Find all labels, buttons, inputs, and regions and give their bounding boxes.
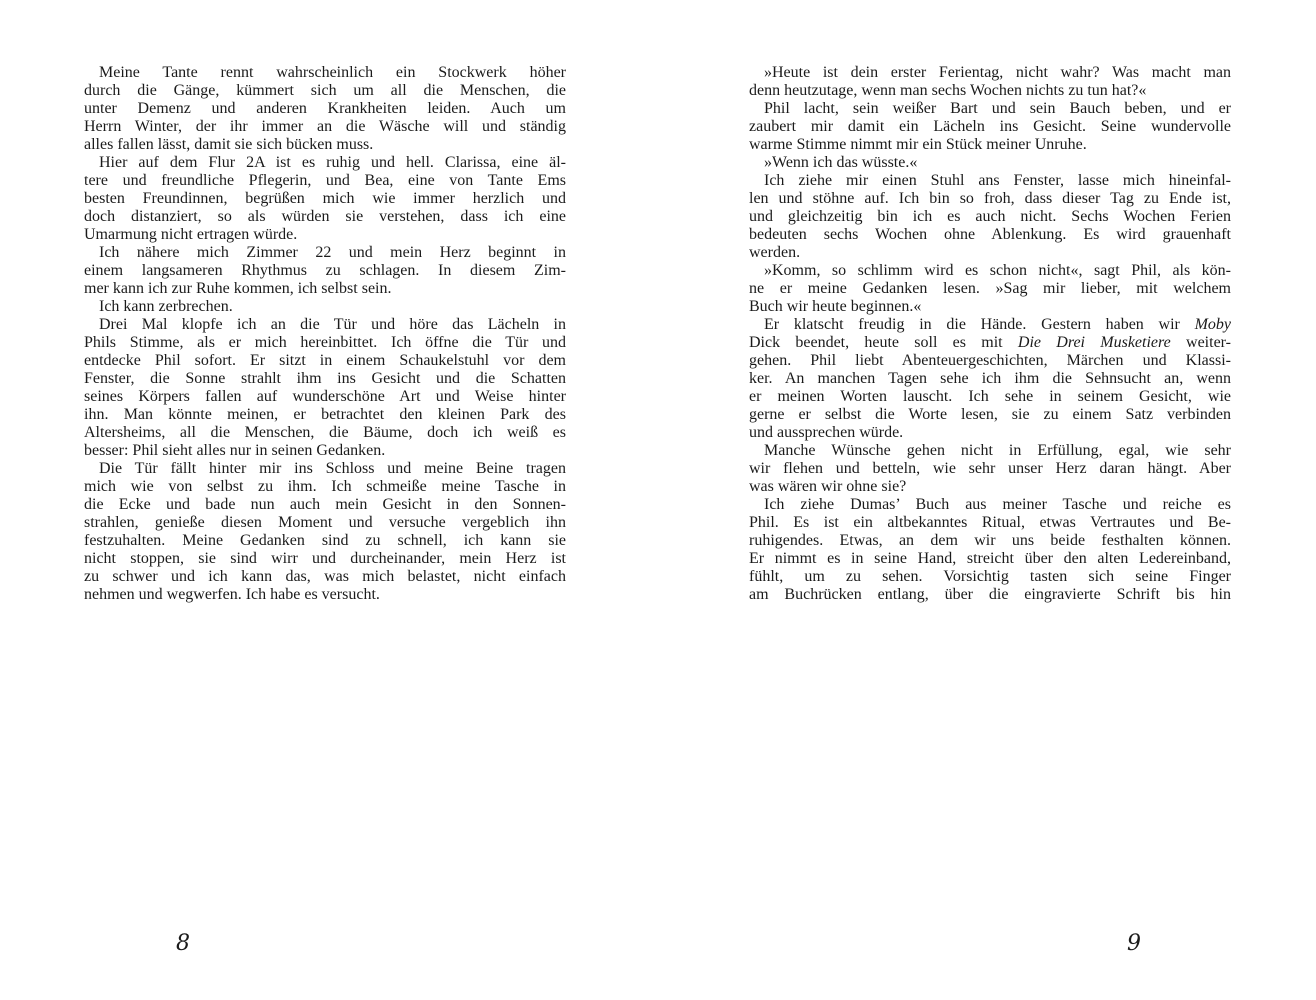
text-line: tere und freundliche Pflegerin, und Bea, eine von Tante Ems (84, 172, 566, 189)
text-line: ruhigendes. Etwas, an dem wir uns beide festhalten können. (749, 532, 1231, 549)
text-line: Hier auf dem Flur 2A ist es ruhig und hell. Clarissa, eine äl- (99, 154, 566, 171)
book-title: Die Drei Musketiere (1017, 334, 1171, 351)
text-line: Drei Mal klopfe ich an die Tür und höre das Lächeln in (99, 316, 566, 333)
text-line: ne er meine Gedanken lesen. »Sag mir lieber, mit welchem (749, 280, 1231, 297)
text-line: Phil. Es ist ein altbekanntes Ritual, etwas Vertrautes und Be- (749, 514, 1231, 531)
text-line: ker. An manchen Tagen sehe ich ihm die Sehnsucht an, wenn (749, 370, 1231, 387)
text-line: gerne er selbst die Worte lesen, sie zu einem Satz verbinden (749, 406, 1231, 423)
text-line: zaubert mir damit ein Lächeln ins Gesicht. Seine wundervolle (749, 118, 1231, 135)
text-line: Er klatscht freudig in die Hände. Gestern haben wir Moby (764, 316, 1231, 333)
text-line: einem langsameren Rhythmus zu schlagen. In diesem Zim- (84, 262, 566, 279)
text-line: zu schwer und ich kann das, was mich belastet, nicht einfach (84, 568, 566, 585)
text-line: Fenster, die Sonne strahlt ihm ins Gesicht und die Schatten (84, 370, 566, 387)
text-line: alles fallen lässt, damit sie sich bücken muss. (84, 136, 374, 153)
text-line: Umarmung nicht ertragen würde. (84, 226, 298, 243)
text-line: ihn. Man könnte meinen, er betrachtet den kleinen Park des (84, 406, 566, 423)
text-line: und gleichzeitig bin ich es auch nicht. Sechs Wochen Ferien (749, 208, 1231, 225)
right-page (749, 64, 1231, 604)
text-line: Er nimmt es in seine Hand, streicht über den alten Ledereinband, (749, 550, 1231, 567)
text-line: Ich ziehe mir einen Stuhl ans Fenster, lasse mich hineinfal- (764, 172, 1231, 189)
text-line: gehen. Phil liebt Abenteuergeschichten, Märchen und Klassi- (749, 352, 1231, 369)
text-line: »Wenn ich das wüsste.« (764, 154, 918, 171)
text-line: doch distanziert, so als würden sie verstehen, dass ich eine (84, 208, 566, 225)
text-line: nicht stoppen, sie sind wirr und durcheinander, mein Herz ist (84, 550, 566, 567)
text-line: denn heutzutage, wenn man sechs Wochen nichts zu tun hat?« (749, 82, 1147, 99)
text-line: Phil lacht, sein weißer Bart und sein Bauch beben, und er (764, 100, 1231, 117)
text-line: bedeuten sechs Wochen ohne Ablenkung. Es wird grauenhaft (749, 226, 1231, 243)
text-line: besser: Phil sieht alles nur in seinen Gedanken. (84, 442, 386, 459)
text-line: er meinen Worten lauscht. Ich sehe in seinem Gesicht, wie (749, 388, 1231, 405)
text-line: warme Stimme nimmt mir ein Stück meiner Unruhe. (749, 136, 1087, 153)
text-line: besten Freundinnen, begrüßen mich wie immer herzlich und (84, 190, 566, 207)
text-line: Ich kann zerbrechen. (99, 298, 233, 315)
text-line: mich wie von selbst zu ihm. Ich schmeiße meine Tasche in (84, 478, 566, 495)
text-line: Ich ziehe Dumas’ Buch aus meiner Tasche und reiche es (764, 496, 1231, 513)
text-line: »Heute ist dein erster Ferientag, nicht wahr? Was macht man (764, 64, 1231, 81)
text-line: »Komm, so schlimm wird es schon nicht«, sagt Phil, als kön- (764, 262, 1231, 279)
text-line: Die Tür fällt hinter mir ins Schloss und meine Beine tragen (99, 460, 566, 477)
text-line: Herrn Winter, der ihr immer an die Wäsche will und ständig (84, 118, 566, 135)
text-line: seines Körpers fallen auf wunderschöne Art und Weise hinter (84, 388, 566, 405)
left-page (84, 64, 566, 604)
text-line: nehmen und wegwerfen. Ich habe es versucht. (84, 586, 380, 603)
book-title: Moby (1194, 316, 1231, 333)
text-line: am Buchrücken entlang, über die eingravierte Schrift bis hin (749, 586, 1231, 603)
page-number-left: 8 (176, 931, 190, 956)
text-line: Altersheims, all die Menschen, die Bäume, doch ich weiß es (84, 424, 566, 441)
text-line: Phils Stimme, als er mich hereinbittet. Ich öffne die Tür und (84, 334, 566, 351)
page-number-right: 9 (1127, 931, 1141, 956)
text-line: Buch wir heute beginnen.« (749, 298, 922, 315)
text-line: Meine Tante rennt wahrscheinlich ein Stockwerk höher (99, 64, 566, 81)
text-line: Dick beendet, heute soll es mit Die Drei Musketiere weiter- (749, 334, 1232, 351)
text-line: entdecke Phil sofort. Er sitzt in einem Schaukelstuhl vor dem (84, 352, 566, 369)
text-line: was wären wir ohne sie? (749, 478, 907, 495)
text-line: Ich nähere mich Zimmer 22 und mein Herz beginnt in (99, 244, 566, 261)
text-line: werden. (749, 244, 801, 261)
text-line: unter Demenz und anderen Krankheiten leiden. Auch um (84, 100, 566, 117)
text-line: Manche Wünsche gehen nicht in Erfüllung, egal, wie sehr (764, 442, 1231, 459)
text-line: die Ecke und bade nun auch mein Gesicht in den Sonnen- (84, 496, 566, 513)
text-line: fühlt, um zu sehen. Vorsichtig tasten sich seine Finger (749, 568, 1231, 585)
text-line: wir flehen und betteln, wie sehr unser Herz daran hängt. Aber (749, 460, 1231, 477)
text-line: strahlen, genieße diesen Moment und versuche vergeblich ihn (84, 514, 566, 531)
text-line: len und stöhne auf. Ich bin so froh, dass dieser Tag zu Ende ist, (749, 190, 1231, 207)
text-line: durch die Gänge, kümmert sich um all die Menschen, die (84, 82, 566, 99)
text-line: und aussprechen würde. (749, 424, 904, 441)
text-line: festzuhalten. Meine Gedanken sind zu schnell, ich kann sie (84, 532, 566, 549)
text-line: mer kann ich zur Ruhe kommen, ich selbst sein. (84, 280, 392, 297)
